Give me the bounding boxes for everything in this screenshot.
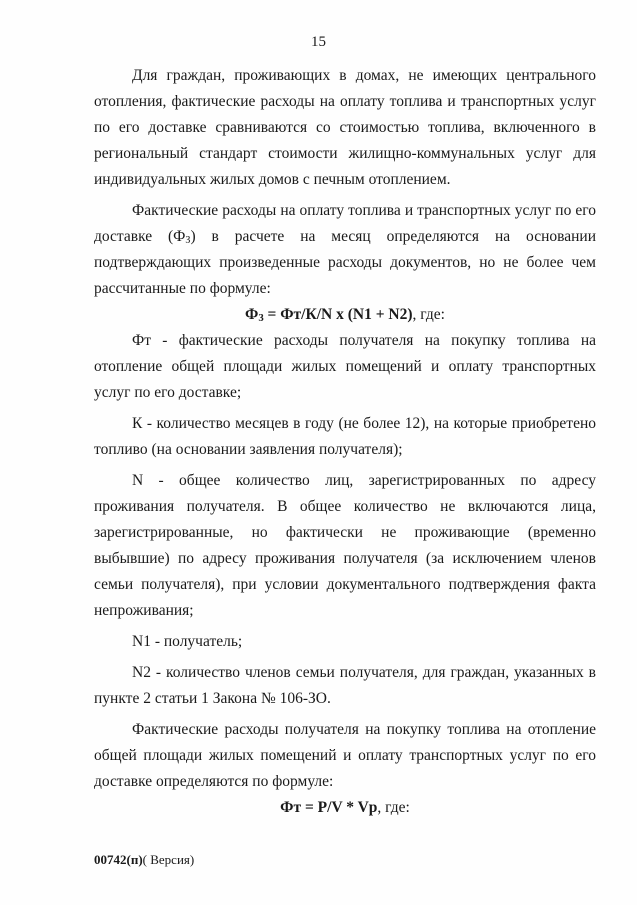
document-body — [94, 63, 596, 821]
paragraph-ft-determination: Фактические расходы получателя на покупку топлива на отопление общей площади жилых помещений и оплату транспортных услуг по его доставке определяются по формуле: — [94, 721, 596, 790]
document-footer — [94, 852, 194, 868]
formula-tail: , где: — [412, 306, 445, 323]
formula-rhs: = Фт/К/N x (N1 + N2) — [263, 306, 413, 323]
document-version: ( Версия) — [142, 852, 195, 867]
page-number: 15 — [311, 34, 326, 50]
paragraph-text-start: Фактические расходы на оплату топлива и транспортных услуг по его доставке (Ф — [94, 202, 596, 245]
subscript: З — [185, 235, 191, 246]
formula-lhs: Ф — [245, 306, 259, 323]
definition-k: К - количество месяцев в году (не более 12), на которые приобретено топливо (на основании заявления получателя); — [94, 415, 596, 458]
paragraph-actual-expenses-rule — [94, 198, 596, 302]
document-code: 00742(п) — [94, 852, 143, 867]
definition-n2: N2 - количество членов семьи получателя, для граждан, указанных в пункте 2 статьи 1 Закона № 106-ЗО. — [94, 664, 596, 707]
formula-tail: , где: — [377, 799, 410, 816]
paragraph-text-end: ) в расчете на месяц определяются на основании подтверждающих произведенные расходы документов, но не более чем рассчитанные по формуле: — [94, 228, 596, 297]
formula-ft — [94, 795, 596, 821]
formula-subscript: З — [258, 313, 264, 324]
formula-fz — [94, 302, 596, 328]
definition-n1: N1 - получатель; — [132, 633, 243, 650]
formula-main: Фт = P/V * Vр — [280, 799, 378, 816]
paragraph-non-central-heating: Для граждан, проживающих в домах, не имеющих центрального отопления, фактические расходы на оплату топлива и транспортных услуг по его доставке сравниваются со стоимостью топлива, включенного в региональный стандарт стоимости жилищно-коммунальных услуг для индивидуальных жилых домов с печным отоплением. — [94, 67, 596, 188]
definition-ft: Фт - фактические расходы получателя на покупку топлива на отопление общей площади жилых помещений и оплату транспортных услуг по его доставке; — [94, 332, 596, 401]
definition-n: N - общее количество лиц, зарегистрированных по адресу проживания получателя. В общее количество не включаются лица, зарегистрированные, но фактически не проживающие (временно выбывшие) по адресу проживания получателя (за исключением членов семьи получателя), при условии документального подтверждения факта непроживания; — [94, 472, 596, 619]
